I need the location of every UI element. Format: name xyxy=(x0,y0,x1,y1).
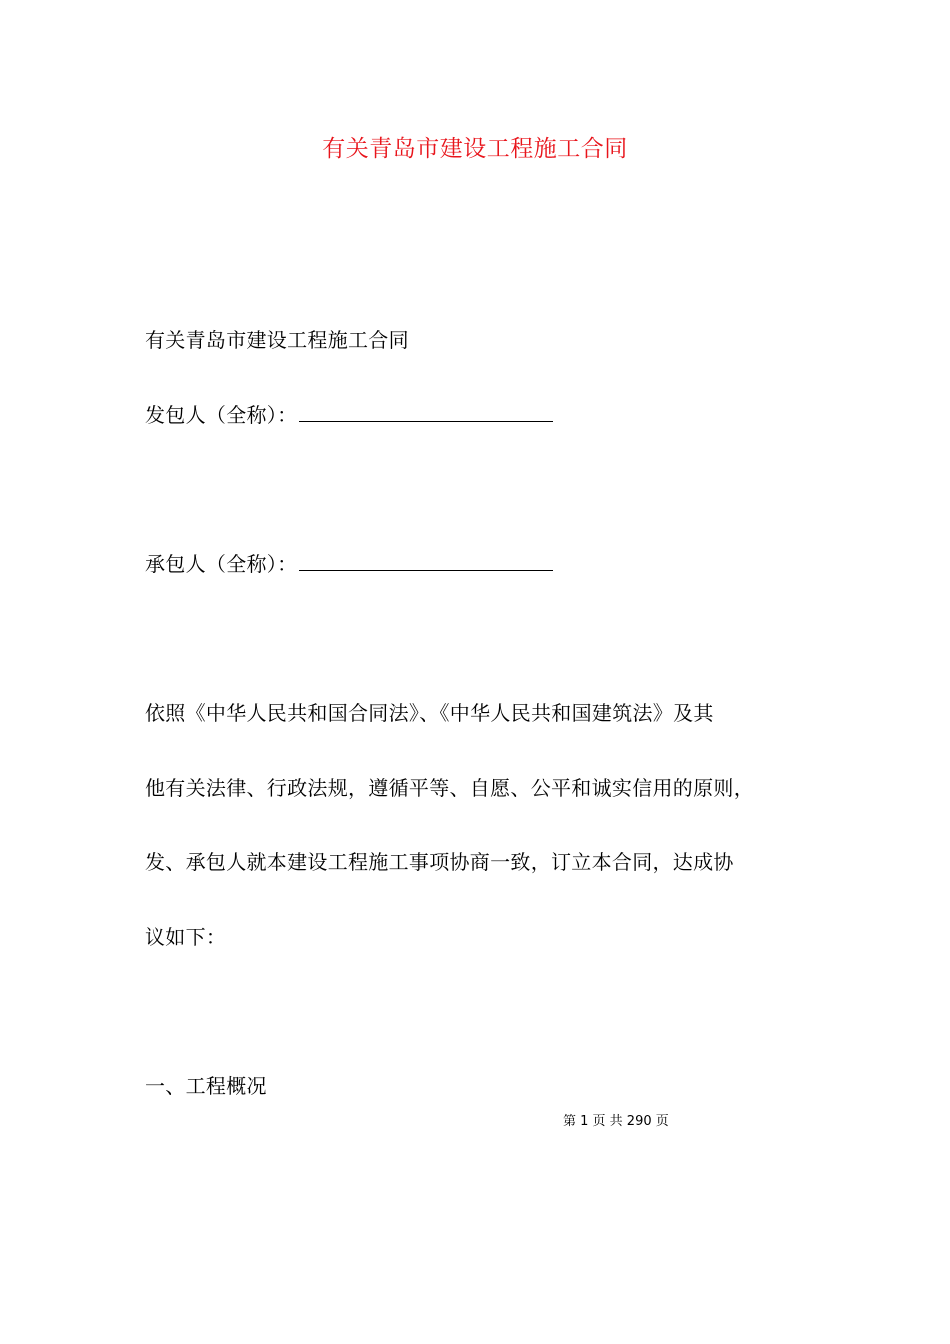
document-subtitle: 有关青岛市建设工程施工合同 xyxy=(145,328,409,352)
employer-field xyxy=(145,401,553,429)
employer-label: 发包人（全称）： xyxy=(145,403,298,427)
page-number: 第 1 页 共 290 页 xyxy=(563,1114,669,1129)
paragraph-line-2: 他有关法律、行政法规，遵循平等、自愿、公平和诚实信用的原则， xyxy=(145,776,754,800)
document-title: 有关青岛市建设工程施工合同 xyxy=(322,136,628,162)
contractor-field xyxy=(145,550,553,578)
section-heading: 一、工程概况 xyxy=(145,1074,267,1098)
paragraph-line-1: 依照《中华人民共和国合同法》、《中华人民共和国建筑法》及其 xyxy=(145,701,714,725)
employer-blank-line xyxy=(299,401,553,422)
paragraph-line-3: 发、承包人就本建设工程施工事项协商一致，订立本合同，达成协 xyxy=(145,850,734,874)
paragraph-line-4: 议如下： xyxy=(145,925,227,949)
contractor-label: 承包人（全称）： xyxy=(145,552,298,576)
contractor-blank-line xyxy=(299,550,553,571)
